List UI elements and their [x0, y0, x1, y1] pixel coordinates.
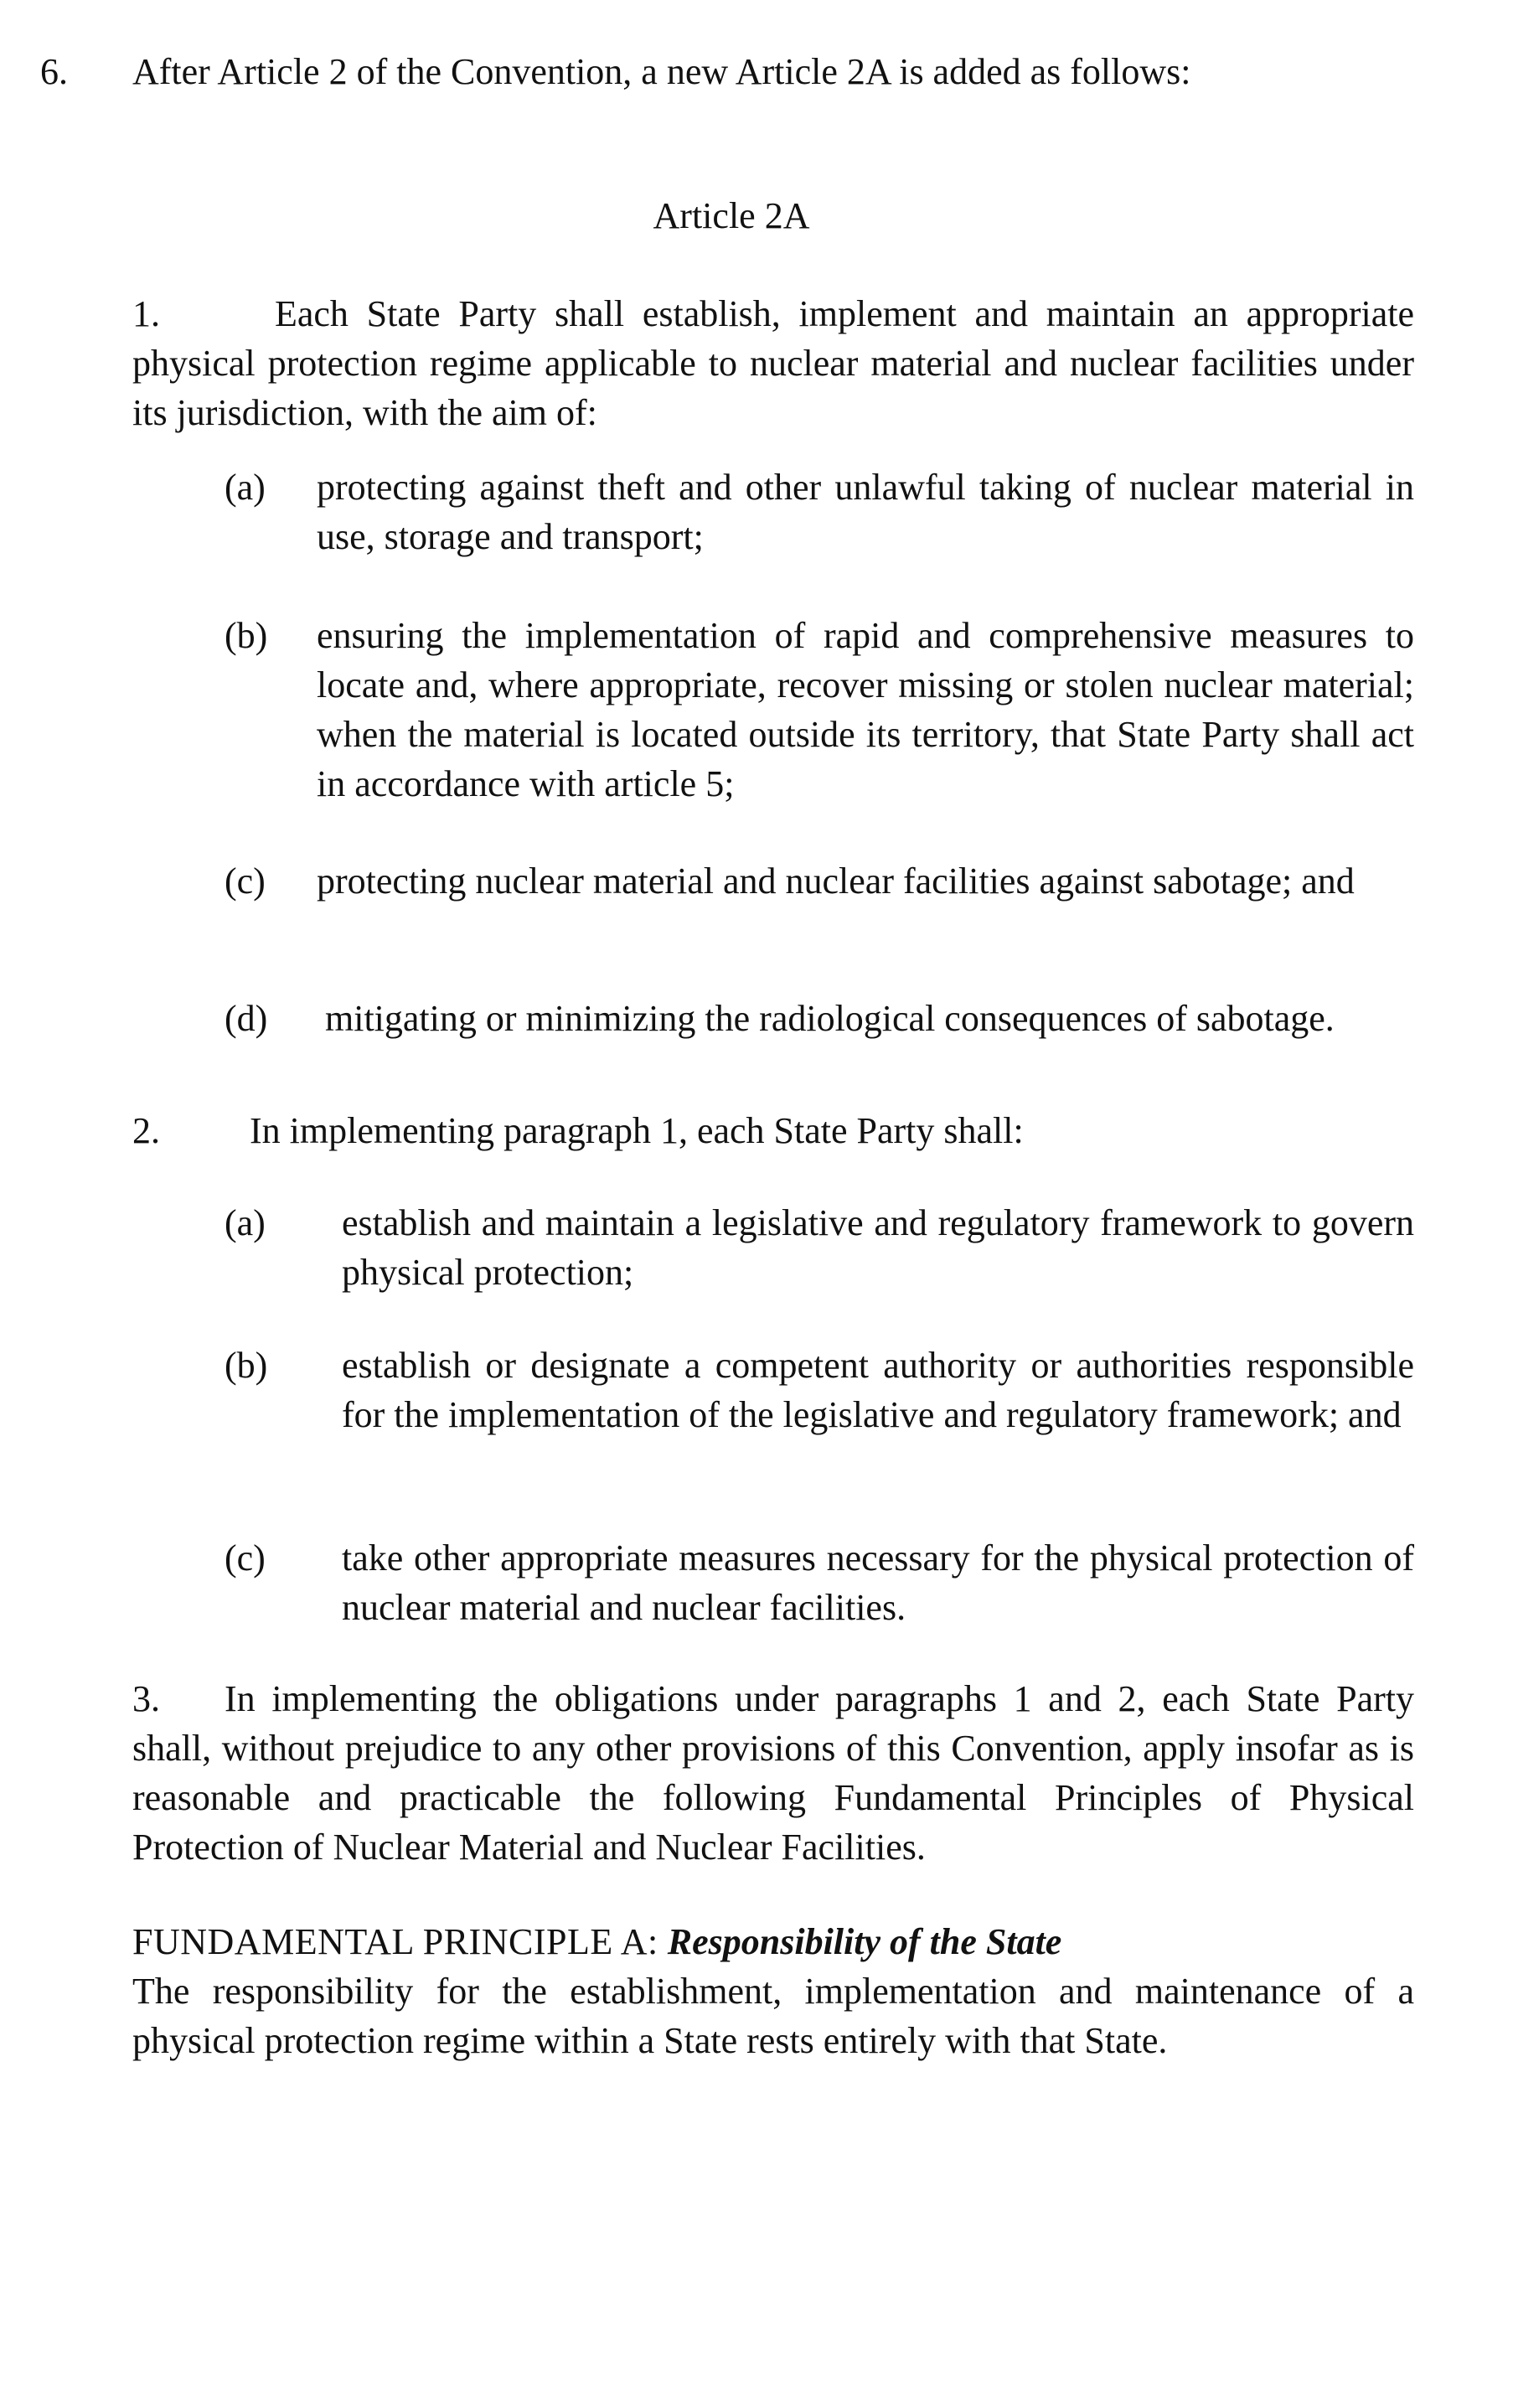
para2-item-c-text: take other appropriate measures necessary for the physical protection of nuclear material and nuclear facilities.: [342, 1537, 1414, 1628]
para1-text: [132, 289, 1414, 437]
para2-item-a-text: establish and maintain a legislative and regulatory framework to govern physical protection;: [342, 1202, 1414, 1293]
para1-item-d-text: mitigating or minimizing the radiological consequences of sabotage.: [325, 998, 1335, 1039]
para1-number: 1.: [132, 293, 160, 334]
principle-a-heading: [132, 1917, 1414, 1966]
para2-item-a-label: (a): [225, 1202, 266, 1243]
para3-number: 3.: [132, 1678, 160, 1719]
principle-a-title: FUNDAMENTAL PRINCIPLE A:: [132, 1921, 658, 1962]
para3-text: [132, 1674, 1414, 1872]
para1-item-c-label: (c): [225, 860, 266, 902]
para3-body: In implementing the obligations under paragraphs 1 and 2, each State Party shall, without prejudice to any other provisions of this Convention, apply insofar as is reasonable and practicable the following Fundamental Principles of Physical Protection of Nuclear Material and Nuclear Facilities.: [132, 1678, 1414, 1868]
para2-text: In implementing paragraph 1, each State Party shall:: [250, 1110, 1024, 1151]
principle-a-text: The responsibility for the establishment, implementation and maintenance of a physical protection regime within a State rests entirely with that State.: [132, 1971, 1414, 2061]
para1-item-a-label: (a): [225, 467, 266, 508]
intro-text: After Article 2 of the Convention, a new Article 2A is added as follows:: [132, 51, 1191, 92]
para1-item-a-text: protecting against theft and other unlawful taking of nuclear material in use, storage and transport;: [317, 467, 1414, 557]
principle-a-subtitle: Responsibility of the State: [667, 1921, 1062, 1962]
article-title: Article 2A: [653, 195, 810, 236]
para1-item-c-text: protecting nuclear material and nuclear facilities against sabotage; and: [317, 860, 1355, 902]
para1-item-d-label: (d): [225, 998, 268, 1039]
para1-item-b-text: ensuring the implementation of rapid and comprehensive measures to locate and, where appropriate, recover missing or stolen nuclear material; when the material is located outside its territory, that State Party shall act in accordance with article 5;: [317, 615, 1414, 804]
para1-body: Each State Party shall establish, implement and maintain an appropriate physical protection regime applicable to nuclear material and nuclear facilities under its jurisdiction, with the aim of:: [132, 293, 1414, 433]
para2-item-c-label: (c): [225, 1537, 266, 1579]
para2-number: 2.: [132, 1110, 160, 1151]
para2-item-b-label: (b): [225, 1345, 268, 1386]
para2-item-b-text: establish or designate a competent authority or authorities responsible for the implementation of the legislative and regulatory framework; and: [342, 1345, 1414, 1435]
para1-item-b-label: (b): [225, 615, 268, 656]
intro-number: 6.: [40, 51, 68, 92]
